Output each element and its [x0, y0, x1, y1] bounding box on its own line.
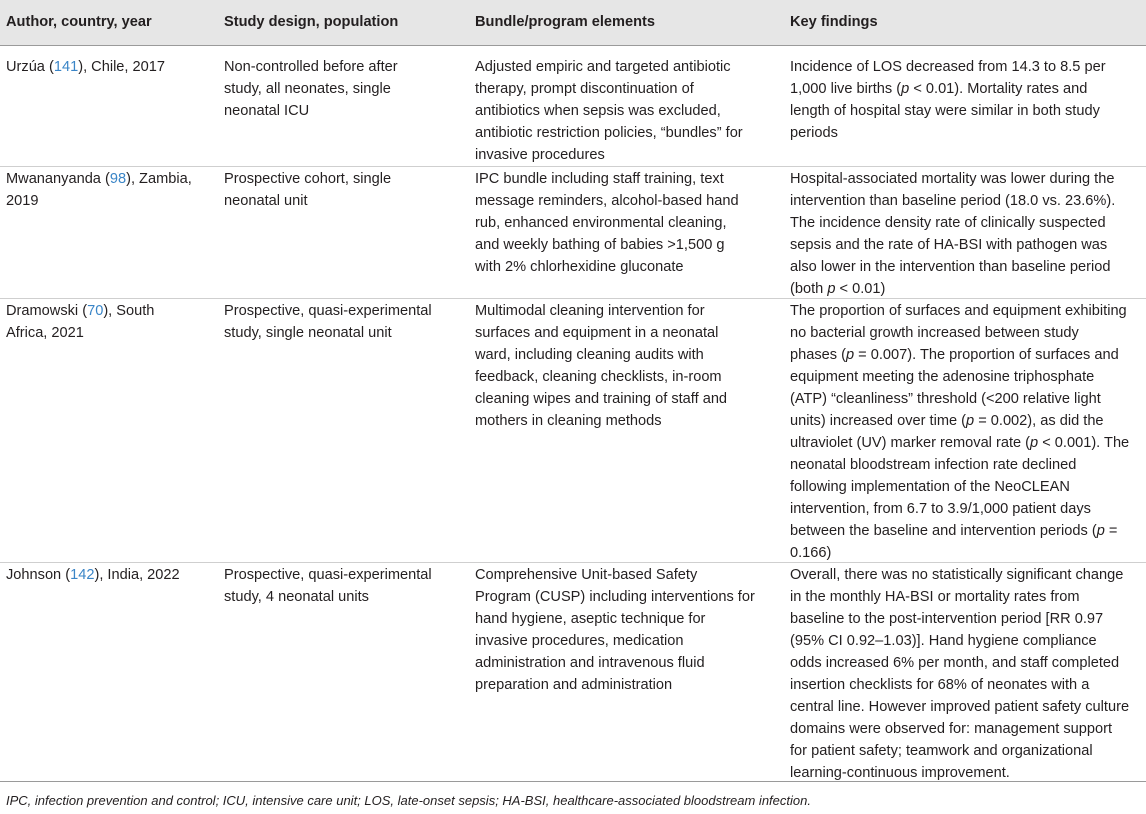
- header-design: Study design, population: [224, 14, 399, 30]
- row-1-bundle: IPC bundle including staff training, text message reminders, alcohol-based hand rub, enhanced environmental cleaning, and weekly bathing of babies >1,500 g with 2% chlorhexidine gluconate: [475, 171, 739, 275]
- row-3-author: Johnson (142), India, 2022: [6, 567, 180, 583]
- row-2-findings: The proportion of surfaces and equipment exhibiting no bacterial growth increased between study phases (p = 0.007). The proportion of surfaces and equipment meeting the adenosine triphosphate (ATP) “cleanliness” threshold (<200 relative light units) increased over time (p = 0.002), as did the ultraviolet (UV) marker removal rate (p < 0.001). The neonatal bloodstream infection rate declined following implementation of the NeoCLEAN intervention, from 6.7 to 3.9/1,000 patient days between the baseline and intervention periods (p = 0.166): [790, 303, 1130, 561]
- row-0-design: Non-controlled before after study, all neonates, single neonatal ICU: [224, 59, 398, 119]
- header-findings: Key findings: [790, 14, 878, 30]
- row-divider: [0, 562, 1146, 563]
- row-3-design: Prospective, quasi-experimental study, 4 neonatal units: [224, 567, 432, 605]
- table-header: [0, 0, 1146, 46]
- row-2-author: Dramowski (70), South Africa, 2021: [6, 303, 155, 341]
- row-1-author: Mwananyanda (98), Zambia, 2019: [6, 171, 192, 209]
- row-0-findings: Incidence of LOS decreased from 14.3 to 8.5 per 1,000 live births (p < 0.01). Mortality rates and length of hospital stay were similar in both study periods: [790, 59, 1106, 141]
- row-0-author: Urzúa (141), Chile, 2017: [6, 59, 166, 75]
- row-1-design: Prospective cohort, single neonatal unit: [224, 171, 392, 209]
- row-divider: [0, 298, 1146, 299]
- header-bundle: Bundle/program elements: [475, 14, 656, 30]
- row-1-findings: Hospital-associated mortality was lower during the intervention than baseline period (18.0 vs. 23.6%). The incidence density rate of clinically suspected sepsis and the rate of HA-BSI with pathogen was also lower in the intervention than baseline period (both p < 0.01): [790, 171, 1116, 297]
- table-footnote: IPC, infection prevention and control; ICU, intensive care unit; LOS, late-onset sepsis; HA-BSI, healthcare-associated bloodstream infection.: [6, 793, 811, 808]
- row-2-design: Prospective, quasi-experimental study, single neonatal unit: [224, 303, 432, 341]
- header-author: Author, country, year: [6, 14, 152, 30]
- row-3-findings: Overall, there was no statistically significant change in the monthly HA-BSI or mortality rates from baseline to the post-intervention period [RR 0.97 (95% CI 0.92–1.03)]. Hand hygiene compliance odds increased 6% per month, and staff completed insertion checklists for 68% of neonates with a central line. However improved patient safety culture domains were observed for: management support for patient safety; teamwork and organizational learning-continuous improvement.: [790, 567, 1130, 781]
- table-bottom-rule: [0, 781, 1146, 782]
- row-2-bundle: Multimodal cleaning intervention for surfaces and equipment in a neonatal ward, including cleaning audits with feedback, cleaning checklists, in-room cleaning wipes and training of staff and mothers in cleaning methods: [475, 303, 728, 429]
- row-3-bundle: Comprehensive Unit-based Safety Program (CUSP) including interventions for hand hygiene, aseptic technique for invasive procedures, medication administration and intravenous fluid preparation and administration: [475, 567, 755, 693]
- row-0-bundle: Adjusted empiric and targeted antibiotic therapy, prompt discontinuation of antibiotics when sepsis was excluded, antibiotic restriction policies, “bundles” for invasive procedures: [475, 59, 743, 163]
- row-divider: [0, 166, 1146, 167]
